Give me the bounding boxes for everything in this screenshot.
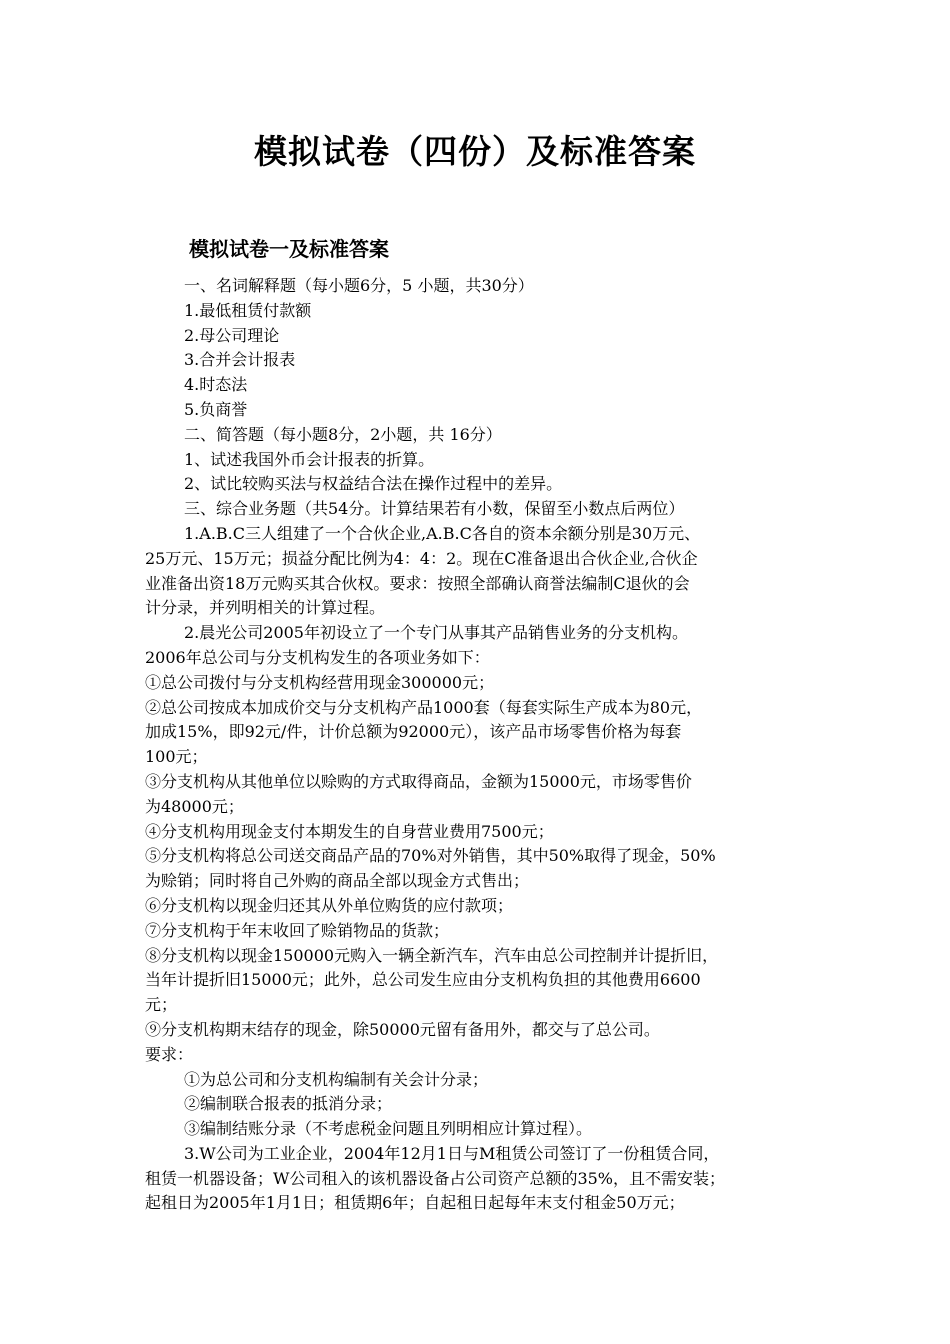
text-line: 元； [145,995,178,1015]
text-line: 租赁一机器设备；W公司租入的该机器设备占公司资产总额的35%，且不需安装； [145,1168,726,1188]
text-line: 3.合并会计报表 [184,350,296,370]
text-line: 1、试述我国外币会计报表的折算。 [184,449,435,469]
text-line: ①总公司拨付与分支机构经营用现金300000元； [145,672,495,692]
text-line: 2、试比较购买法与权益结合法在操作过程中的差异。 [184,474,563,494]
text-line: 3.W公司为工业企业，2004年12月1日与M租赁公司签订了一份租赁合同， [184,1143,720,1163]
text-line: 2.母公司理论 [184,325,280,345]
text-line: 4.时态法 [184,375,248,395]
text-line: 加成15%，即92元/件，计价总额为92000元），该产品市场零售价格为每套 [145,722,682,742]
text-line: ④分支机构用现金支付本期发生的自身营业费用7500元； [145,821,554,841]
text-line: 当年计提折旧15000元；此外，总公司发生应由分支机构负担的其他费用6600 [145,970,701,990]
text-line: 二、简答题（每小题8分，2小题，共 16分） [184,424,502,444]
text-line: ③分支机构从其他单位以赊购的方式取得商品，金额为15000元，市场零售价 [145,771,692,791]
text-line: 25万元、15万元；损益分配比例为4：4：2。现在C准备退出合伙企业,合伙企 [145,548,698,568]
text-line: 要求： [145,1044,194,1064]
text-line: ⑧分支机构以现金150000元购入一辆全新汽车，汽车由总公司控制并计提折旧， [145,945,719,965]
text-line: 为48000元； [145,796,244,816]
text-line: 业准备出资18万元购买其合伙权。要求：按照全部确认商誉法编制C退伙的会 [145,573,690,593]
text-line: 2.晨光公司2005年初设立了一个专门从事其产品销售业务的分支机构。 [184,623,688,643]
text-line: ⑥分支机构以现金归还其从外单位购货的应付款项； [145,895,514,915]
text-line: ⑨分支机构期末结存的现金，除50000元留有备用外，都交与了总公司。 [145,1019,660,1039]
text-line: 1.最低租赁付款额 [184,300,312,320]
text-line: 三、综合业务题（共54分。计算结果若有小数，保留至小数点后两位） [184,499,685,519]
text-line: 计分录，并列明相关的计算过程。 [145,598,386,618]
text-line: ⑤分支机构将总公司送交商品产品的70%对外销售，其中50%取得了现金，50% [145,846,716,866]
text-line: ②总公司按成本加成价交与分支机构产品1000套（每套实际生产成本为80元， [145,697,703,717]
text-line: 为赊销；同时将自己外购的商品全部以现金方式售出； [145,871,530,891]
section-title: 模拟试卷一及标准答案 [189,237,389,261]
text-line: 一、名词解释题（每小题6分，5 小题，共30分） [184,276,534,295]
text-line: 1.A.B.C三人组建了一个合伙企业,A.B.C各自的资本余额分别是30万元、 [184,523,701,543]
text-line: ②编制联合报表的抵消分录； [184,1094,393,1114]
text-line: 2006年总公司与分支机构发生的各项业务如下： [145,647,490,667]
text-line: 5.负商誉 [184,399,248,419]
text-line: ⑦分支机构于年末收回了赊销物品的货款； [145,920,450,940]
text-line: ①为总公司和分支机构编制有关会计分录； [184,1069,489,1089]
document-title: 模拟试卷（四份）及标准答案 [254,132,696,171]
text-line: ③编制结账分录（不考虑税金问题且列明相应计算过程）。 [184,1119,593,1139]
text-line: 起租日为2005年1月1日；租赁期6年；自起租日起每年末支付租金50万元； [145,1193,685,1213]
text-line: 100元； [145,747,208,767]
document-body [145,274,825,1216]
